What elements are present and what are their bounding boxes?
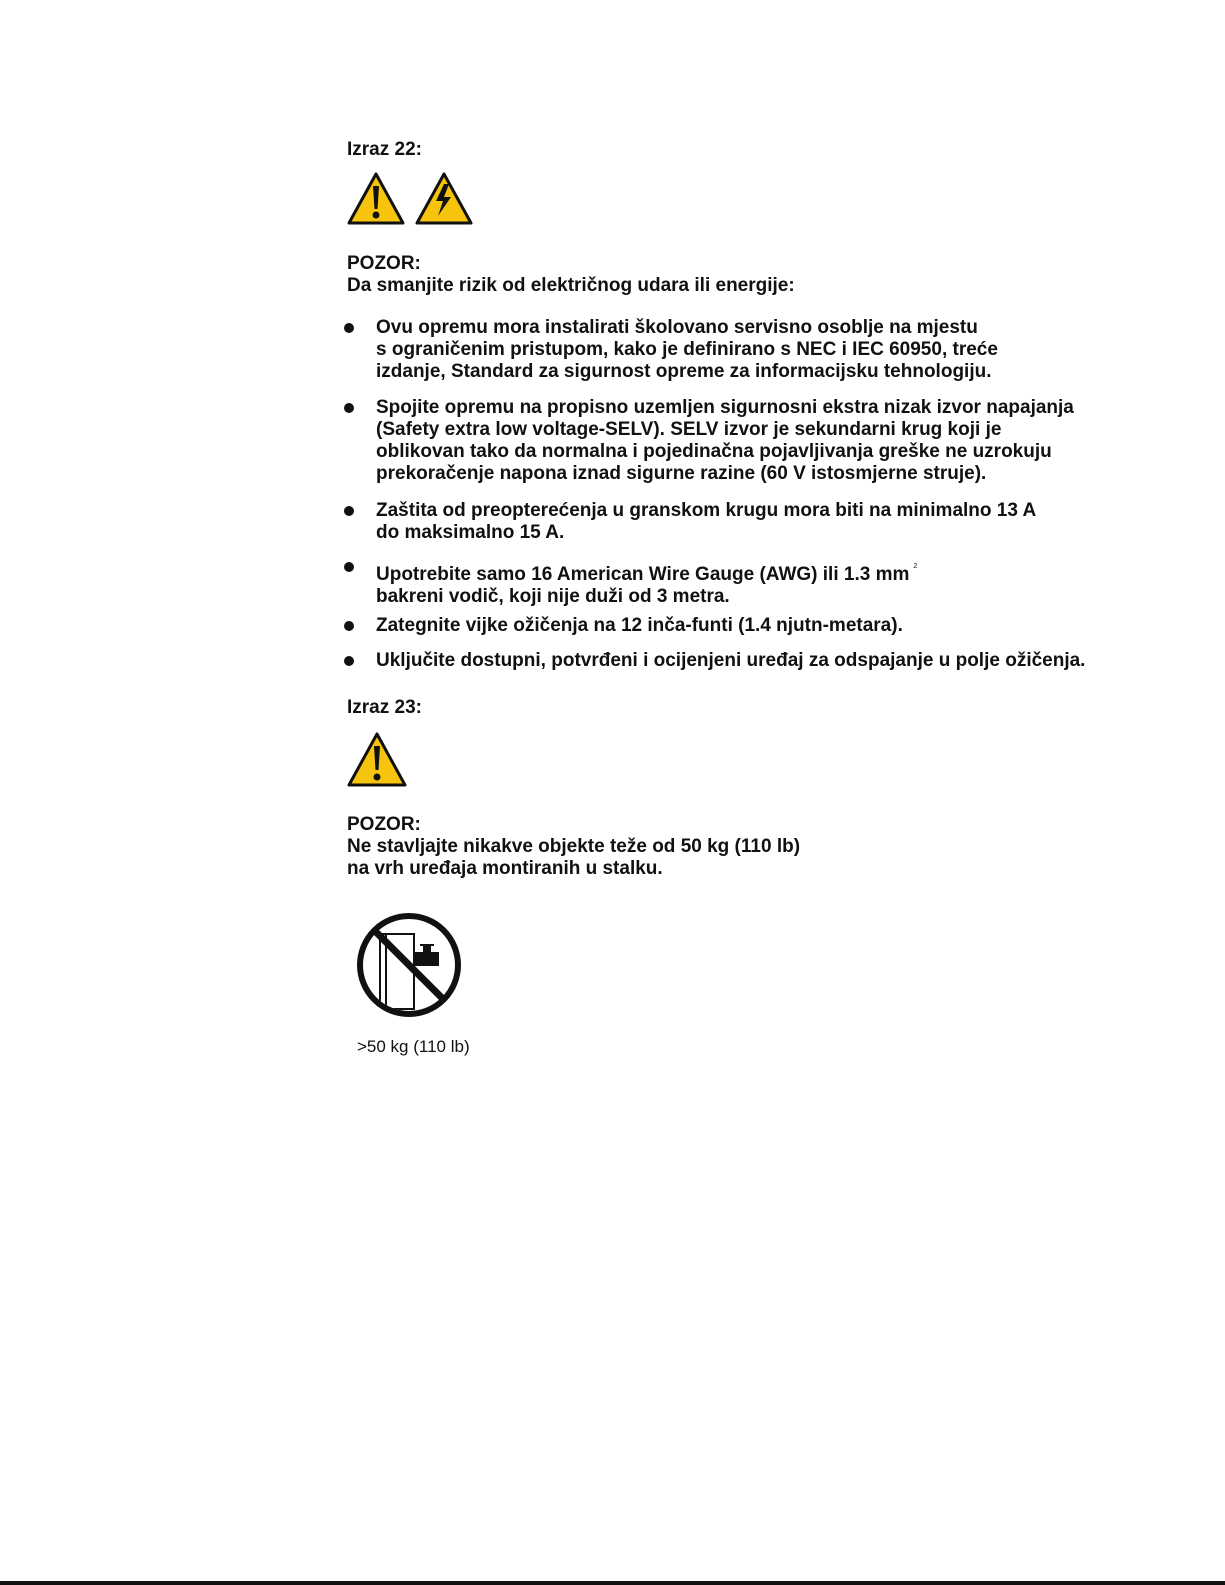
list-item: Uključite dostupni, potvrđeni i ocijenjeni uređaj za odspajanje u polje ožičenja.	[376, 650, 1086, 671]
statement-22-heading: Izraz 22:	[347, 139, 422, 160]
bullet	[344, 506, 354, 516]
bullet	[344, 562, 354, 572]
list-item: Spojite opremu na propisno uzemljen sigurnosni ekstra nizak izvor napajanja (Safety extra low voltage-SELV). SELV izvor je sekundarni krug koji je oblikovan tako da normalna i pojedinačna pojavljivanja greške ne uzrokuju prekoračenje napona iznad sigurne razine (60 V istosmjerne struje).	[376, 397, 1074, 484]
warning-triangle-icon	[349, 174, 403, 223]
page-bottom-rule	[0, 1581, 1225, 1585]
caution-intro: Da smanjite rizik od električnog udara ili energije:	[347, 275, 795, 296]
statement-23-heading: Izraz 23:	[347, 697, 422, 718]
warning-triangle-icon	[346, 731, 410, 789]
list-item: Zaštita od preopterećenja u granskom krugu mora biti na minimalno 13 A do maksimalno 15 A.	[376, 500, 1037, 543]
no-heavy-objects-icon	[354, 910, 464, 1020]
statement-22-icons	[346, 171, 476, 227]
list-item: Zategnite vijke ožičenja na 12 inča-funti (1.4 njutn-metara).	[376, 615, 903, 636]
list-item: Ovu opremu mora instalirati školovano servisno osoblje na mjestu s ograničenim pristupom, kako je definirano s NEC i IEC 60950, treće izdanje, Standard za sigurnost opreme za informacijsku tehnologiju.	[376, 317, 998, 382]
superscript: 2	[913, 563, 918, 570]
caution-text-line: na vrh uređaja montiranih u stalku.	[347, 858, 663, 879]
caution-label: POZOR:	[347, 253, 421, 274]
caution-text-line: Ne stavljajte nikakve objekte teže od 50 kg (110 lb)	[347, 836, 801, 857]
bullet	[344, 656, 354, 666]
electrical-hazard-icon	[417, 174, 471, 223]
bullet	[344, 323, 354, 333]
bullet	[344, 403, 354, 413]
list-item: Upotrebite samo 16 American Wire Gauge (AWG) ili 1.3 mm $^2$ bakreni vodič, koji nije duži od 3 metra.	[376, 563, 918, 607]
bullet	[344, 621, 354, 631]
weight-caption: >50 kg (110 lb)	[357, 1037, 470, 1056]
caution-label: POZOR:	[347, 814, 421, 835]
